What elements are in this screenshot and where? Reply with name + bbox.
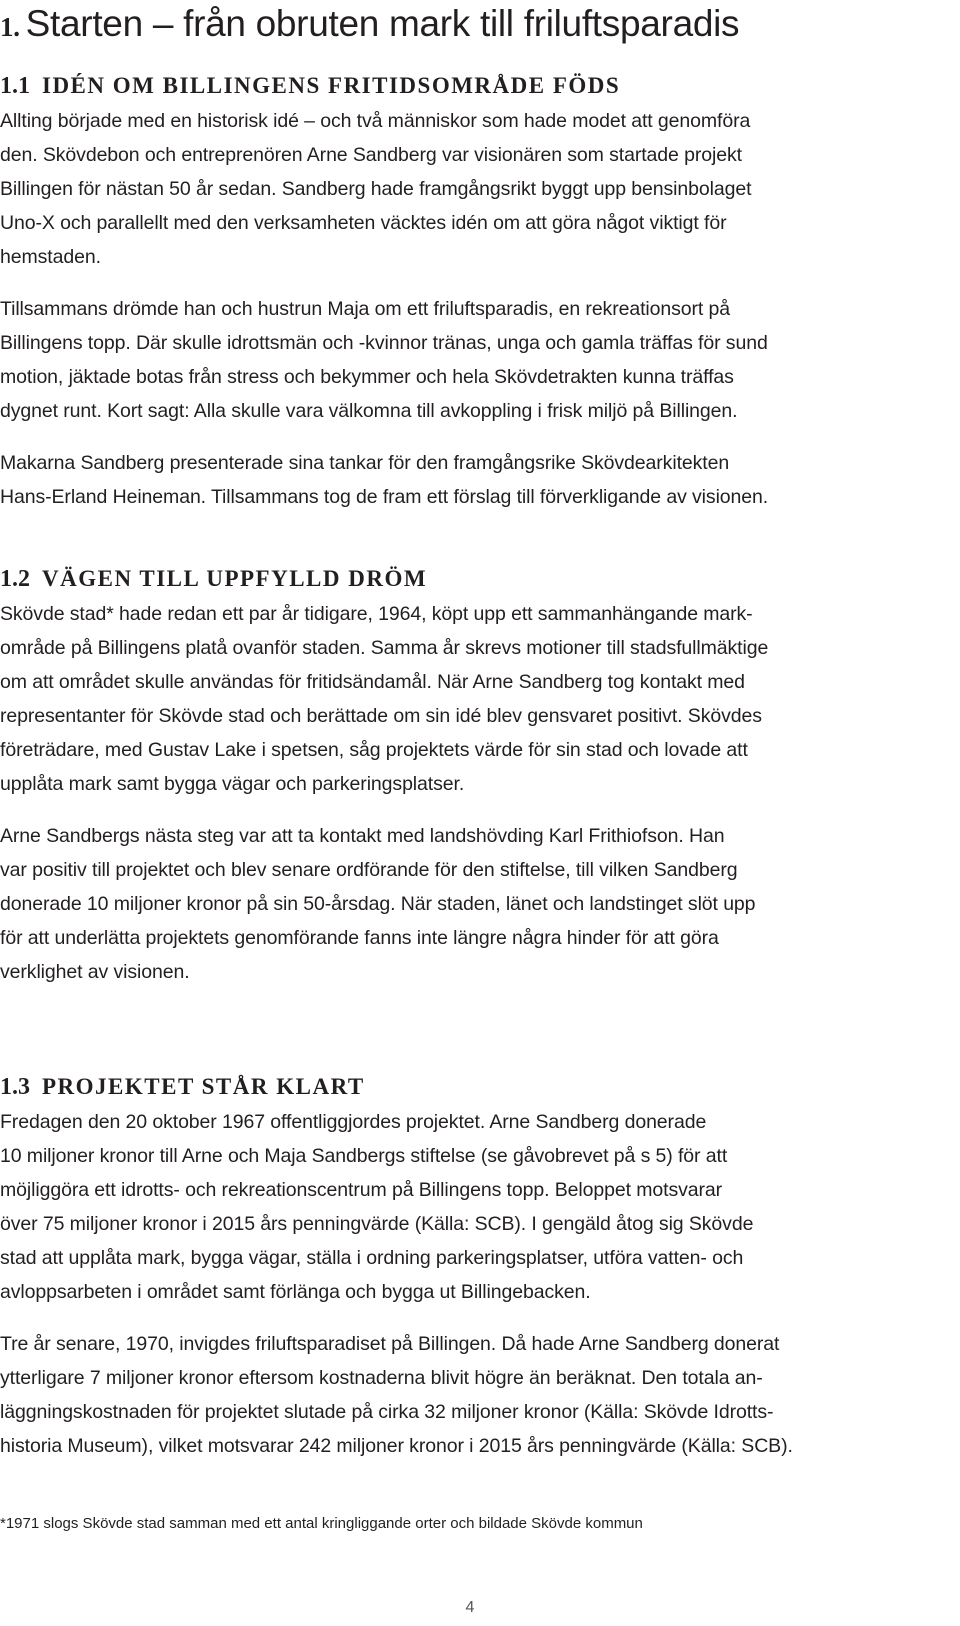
- section-1-3: [0, 1069, 950, 1463]
- text-line: för att underlätta projektets genomförande fanns inte längre några hinder för att göra: [0, 927, 719, 949]
- text-line: Billingen för nästan 50 år sedan. Sandberg hade framgångsrikt byggt upp bensinbolaget: [0, 178, 752, 200]
- text-line: Tre år senare, 1970, invigdes friluftsparadiset på Billingen. Då hade Arne Sandberg donerat: [0, 1333, 780, 1355]
- paragraph: [0, 446, 950, 514]
- paragraph: [0, 104, 950, 274]
- chapter-number: 1.: [0, 12, 20, 42]
- text-line: Billingens topp. Där skulle idrottsmän och -kvinnor tränas, unga och gamla träffas för sund: [0, 332, 768, 354]
- text-line: donerade 10 miljoner kronor på sin 50-årsdag. När staden, länet och landstinget slöt upp: [0, 893, 756, 915]
- paragraph: [0, 819, 950, 989]
- text-line: företrädare, med Gustav Lake i spetsen, såg projektets värde för sin stad och lovade att: [0, 739, 748, 761]
- page-number: 4: [465, 1599, 475, 1616]
- text-line: var positiv till projektet och blev senare ordförande för den stiftelse, till vilken Sandberg: [0, 859, 738, 881]
- section-number: 1.3: [0, 1074, 30, 1100]
- text-line: Arne Sandbergs nästa steg var att ta kontakt med landshövding Karl Frithiofson. Han: [0, 825, 725, 847]
- text-line: Skövde stad* hade redan ett par år tidigare, 1964, köpt upp ett sammanhängande mark-: [0, 603, 753, 625]
- section-heading-text: VÄGEN TILL UPPFYLLD DRÖM: [42, 566, 428, 591]
- text-line: Allting började med en historisk idé – och två människor som hade modet att genomföra: [0, 110, 751, 132]
- paragraph: [0, 1105, 950, 1309]
- text-line: verklighet av visionen.: [0, 961, 190, 983]
- text-line: om att området skulle användas för fritidsändamål. När Arne Sandberg tog kontakt med: [0, 671, 745, 693]
- text-line: dygnet runt. Kort sagt: Alla skulle vara välkomna till avkoppling i frisk miljö på Billingen.: [0, 400, 738, 422]
- text-line: område på Billingens platå ovanför staden. Samma år skrevs motioner till stadsfullmäktige: [0, 637, 769, 659]
- section-heading: [0, 1069, 950, 1105]
- text-line: Uno-X och parallellt med den verksamheten väcktes idén om att göra något viktigt för: [0, 212, 727, 234]
- section-number: 1.1: [0, 73, 30, 99]
- text-line: historia Museum), vilket motsvarar 242 miljoner kronor i 2015 års penningvärde (Källa: SCB).: [0, 1435, 793, 1457]
- section-heading-text: PROJEKTET STÅR KLART: [42, 1074, 365, 1099]
- text-line: ytterligare 7 miljoner kronor eftersom kostnaderna blivit högre än beräknat. Den totala an-: [0, 1367, 763, 1389]
- text-line: den. Skövdebon och entreprenören Arne Sandberg var visionären som startade projekt: [0, 144, 742, 166]
- text-line: upplåta mark samt bygga vägar och parkeringsplatser.: [0, 773, 465, 795]
- footnote: *1971 slogs Skövde stad samman med ett antal kringliggande orter och bildade Skövde kommun: [0, 1515, 643, 1532]
- text-line: Fredagen den 20 oktober 1967 offentliggjordes projektet. Arne Sandberg donerade: [0, 1111, 707, 1133]
- text-line: läggningskostnaden för projektet slutade på cirka 32 miljoner kronor (Källa: Skövde Idrotts-: [0, 1401, 774, 1423]
- text-line: representanter för Skövde stad och berättade om sin idé blev gensvaret positivt. Skövdes: [0, 705, 762, 727]
- paragraph: [0, 597, 950, 801]
- section-1-1: [0, 68, 950, 514]
- text-line: hemstaden.: [0, 246, 101, 268]
- text-line: Makarna Sandberg presenterade sina tankar för den framgångsrike Skövdearkitekten: [0, 452, 730, 474]
- paragraph: [0, 1327, 950, 1463]
- text-line: Hans-Erland Heineman. Tillsammans tog de fram ett förslag till förverkligande av visionen.: [0, 486, 769, 508]
- paragraph: [0, 292, 950, 428]
- section-heading: [0, 561, 950, 597]
- section-heading-text: IDÉN OM BILLINGENS FRITIDSOMRÅDE FÖDS: [42, 73, 621, 98]
- text-line: Tillsammans drömde han och hustrun Maja om ett friluftsparadis, en rekreationsort på: [0, 298, 731, 320]
- text-line: möjliggöra ett idrotts- och rekreationscentrum på Billingens topp. Beloppet motsvarar: [0, 1179, 723, 1201]
- text-line: avloppsarbeten i området samt förlänga och bygga ut Billingebacken.: [0, 1281, 591, 1303]
- section-1-2: [0, 561, 950, 989]
- text-line: stad att upplåta mark, bygga vägar, ställa i ordning parkeringsplatser, utföra vatten- och: [0, 1247, 744, 1269]
- section-heading: [0, 68, 950, 104]
- text-line: motion, jäktade botas från stress och bekymmer och hela Skövdetrakten kunna träffas: [0, 366, 734, 388]
- chapter-title: [0, 2, 960, 49]
- section-number: 1.2: [0, 566, 30, 592]
- text-line: över 75 miljoner kronor i 2015 års penningvärde (Källa: SCB). I gengäld åtog sig Skövde: [0, 1213, 754, 1235]
- text-line: 10 miljoner kronor till Arne och Maja Sandbergs stiftelse (se gåvobrevet på s 5) för att: [0, 1145, 728, 1167]
- chapter-title-text: Starten – från obruten mark till friluftsparadis: [25, 3, 740, 44]
